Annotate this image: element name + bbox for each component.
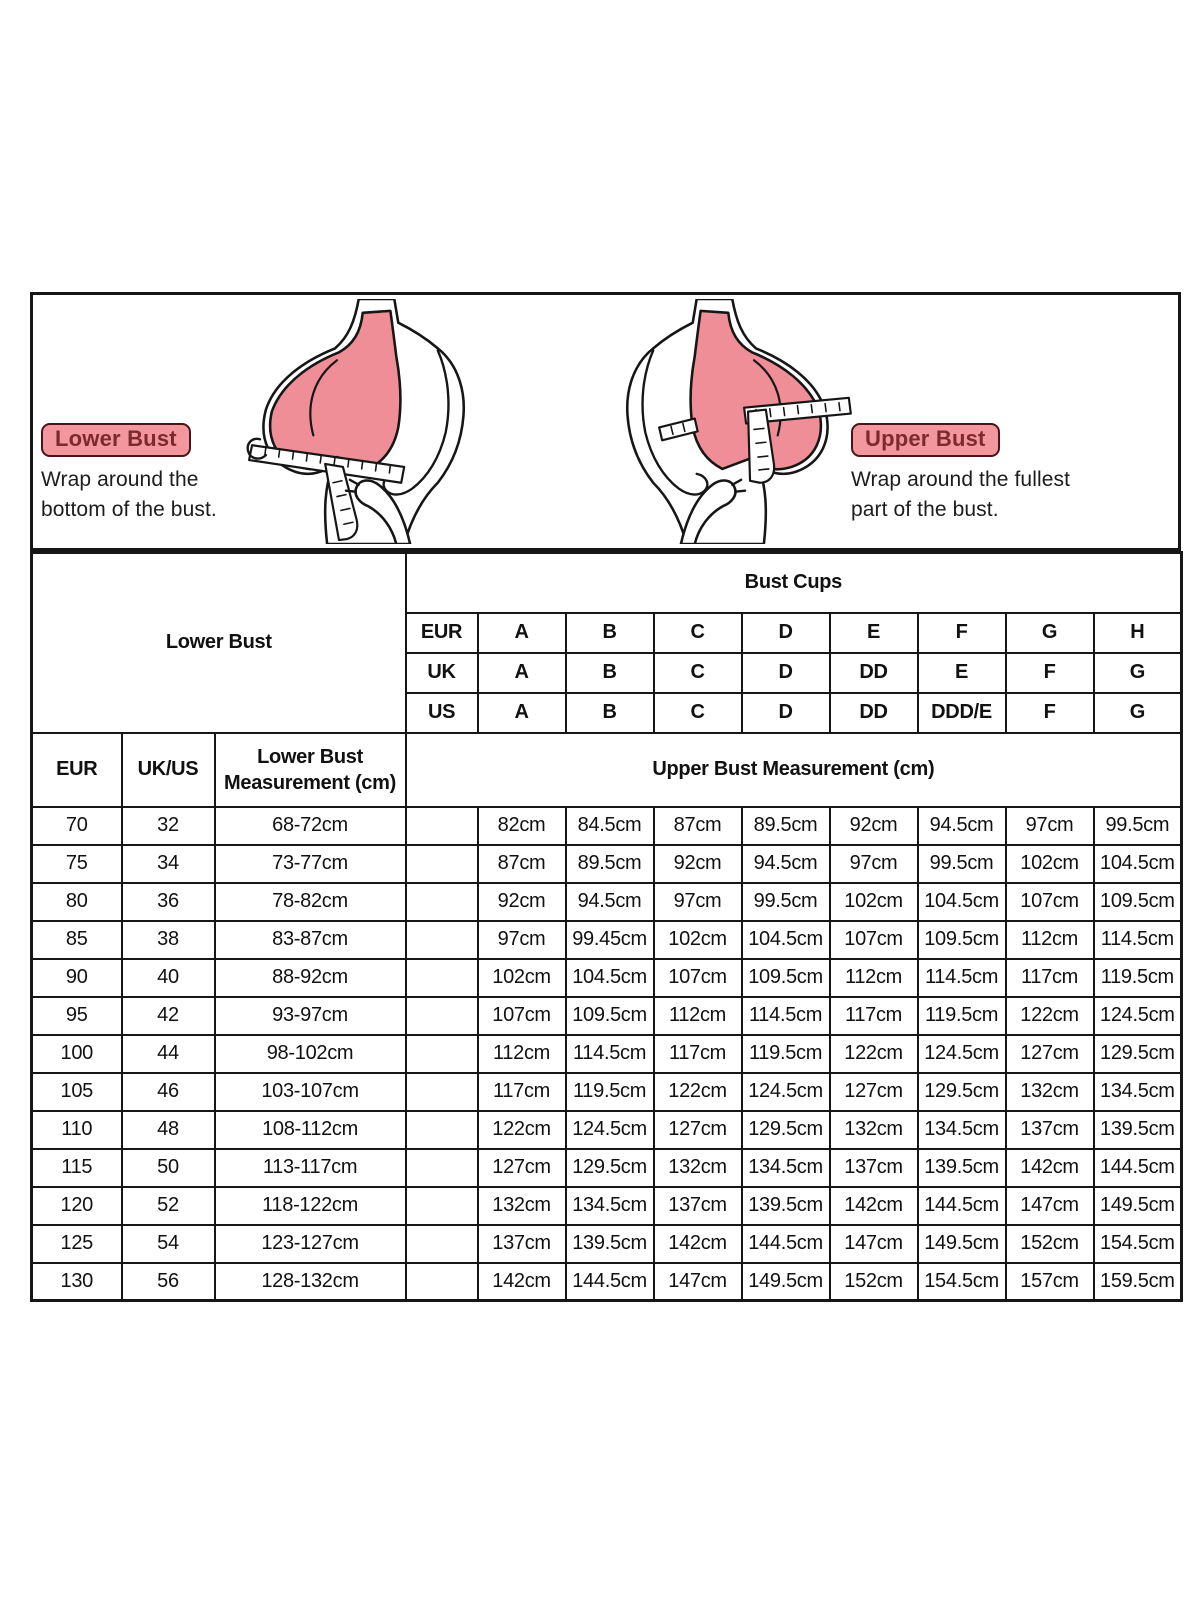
upper-bust-value-cell: 122cm [654,1073,742,1111]
upper-bust-value-cell: 102cm [478,959,566,997]
spacer-cell [406,1073,478,1111]
upper-bust-value-cell: 139.5cm [1094,1111,1182,1149]
spacer-cell [406,1149,478,1187]
spacer-cell [406,845,478,883]
upper-bust-value-cell: 144.5cm [566,1263,654,1301]
upper-bust-value-cell: 107cm [654,959,742,997]
upper-bust-value-cell: 124.5cm [918,1035,1006,1073]
size-row-95 [32,997,1182,1035]
upper-bust-measurement-header: Upper Bust Measurement (cm) [406,733,1182,807]
eur-size-cell: 115 [32,1149,122,1187]
upper-bust-value-cell: 102cm [1006,845,1094,883]
upper-bust-value-cell: 109.5cm [742,959,830,997]
upper-bust-value-cell: 99.5cm [918,845,1006,883]
bust-cups-title-row [32,553,1182,613]
cup-size-cell: D [742,613,830,653]
upper-bust-value-cell: 107cm [830,921,918,959]
lower-bust-measurement-header: Lower Bust Measurement (cm) [215,733,406,807]
cup-size-cell: DD [830,653,918,693]
lower-bust-section-title: Lower Bust [32,553,406,733]
upper-bust-caption-line1: Wrap around the fullest [851,468,1071,491]
upper-bust-value-cell: 132cm [1006,1073,1094,1111]
upper-bust-value-cell: 109.5cm [918,921,1006,959]
upper-bust-value-cell: 97cm [830,845,918,883]
size-row-115 [32,1149,1182,1187]
spacer-cell [406,1035,478,1073]
upper-bust-value-cell: 152cm [1006,1225,1094,1263]
upper-bust-value-cell: 97cm [1006,807,1094,845]
upper-bust-value-cell: 139.5cm [742,1187,830,1225]
upper-bust-value-cell: 147cm [1006,1187,1094,1225]
upper-bust-value-cell: 92cm [654,845,742,883]
upper-bust-value-cell: 127cm [830,1073,918,1111]
eur-size-cell: 105 [32,1073,122,1111]
upper-bust-value-cell: 142cm [830,1187,918,1225]
upper-bust-value-cell: 119.5cm [566,1073,654,1111]
upper-bust-value-cell: 117cm [1006,959,1094,997]
upper-bust-value-cell: 147cm [830,1225,918,1263]
upper-bust-value-cell: 112cm [830,959,918,997]
cup-size-cell: A [478,613,566,653]
upper-bust-value-cell: 127cm [478,1149,566,1187]
measurement-guide-panel [30,292,1181,551]
upper-bust-value-cell: 114.5cm [918,959,1006,997]
ukus-size-cell: 32 [122,807,215,845]
upper-bust-value-cell: 129.5cm [918,1073,1006,1111]
upper-bust-value-cell: 149.5cm [1094,1187,1182,1225]
eur-size-cell: 80 [32,883,122,921]
size-row-125 [32,1225,1182,1263]
ukus-size-cell: 46 [122,1073,215,1111]
upper-bust-value-cell: 99.45cm [566,921,654,959]
upper-bust-value-cell: 129.5cm [566,1149,654,1187]
upper-bust-value-cell: 112cm [478,1035,566,1073]
cup-size-cell: B [566,613,654,653]
upper-bust-value-cell: 117cm [830,997,918,1035]
cup-size-cell: H [1094,613,1182,653]
lower-bust-range-cell: 68-72cm [215,807,406,845]
spacer-cell [406,997,478,1035]
spacer-cell [406,807,478,845]
upper-bust-value-cell: 94.5cm [566,883,654,921]
cup-size-cell: C [654,693,742,733]
upper-bust-value-cell: 124.5cm [566,1111,654,1149]
upper-bust-value-cell: 144.5cm [1094,1149,1182,1187]
spacer-cell [406,959,478,997]
upper-bust-value-cell: 114.5cm [1094,921,1182,959]
cup-size-cell: D [742,653,830,693]
lower-bust-range-cell: 78-82cm [215,883,406,921]
upper-bust-value-cell: 104.5cm [918,883,1006,921]
upper-bust-value-cell: 122cm [478,1111,566,1149]
cup-size-cell: E [830,613,918,653]
ukus-size-cell: 52 [122,1187,215,1225]
upper-bust-value-cell: 87cm [654,807,742,845]
upper-bust-value-cell: 122cm [1006,997,1094,1035]
upper-bust-value-cell: 147cm [654,1263,742,1301]
spacer-cell [406,883,478,921]
eur-size-cell: 110 [32,1111,122,1149]
size-row-90 [32,959,1182,997]
upper-bust-value-cell: 119.5cm [1094,959,1182,997]
size-row-130 [32,1263,1182,1301]
upper-bust-value-cell: 92cm [478,883,566,921]
upper-bust-value-cell: 142cm [1006,1149,1094,1187]
lower-bust-range-cell: 93-97cm [215,997,406,1035]
upper-bust-value-cell: 142cm [478,1263,566,1301]
upper-bust-value-cell: 102cm [830,883,918,921]
ukus-size-cell: 38 [122,921,215,959]
size-row-105 [32,1073,1182,1111]
lower-bust-caption [41,423,281,525]
upper-bust-value-cell: 159.5cm [1094,1263,1182,1301]
lower-bust-range-cell: 83-87cm [215,921,406,959]
ukus-size-cell: 50 [122,1149,215,1187]
eur-size-cell: 85 [32,921,122,959]
eur-size-cell: 125 [32,1225,122,1263]
upper-bust-value-cell: 134.5cm [1094,1073,1182,1111]
eur-size-cell: 100 [32,1035,122,1073]
upper-bust-value-cell: 132cm [830,1111,918,1149]
upper-bust-value-cell: 97cm [478,921,566,959]
bust-cups-section-title: Bust Cups [406,553,1182,613]
bra [270,311,400,469]
upper-bust-value-cell: 149.5cm [742,1263,830,1301]
upper-bust-value-cell: 109.5cm [1094,883,1182,921]
upper-bust-value-cell: 152cm [830,1263,918,1301]
spacer-cell [406,1111,478,1149]
upper-bust-value-cell: 139.5cm [918,1149,1006,1187]
upper-bust-value-cell: 114.5cm [566,1035,654,1073]
upper-bust-caption [851,423,1091,525]
upper-bust-value-cell: 112cm [1006,921,1094,959]
ukus-size-cell: 36 [122,883,215,921]
cup-size-cell: DD [830,693,918,733]
lower-bust-range-cell: 118-122cm [215,1187,406,1225]
upper-bust-value-cell: 84.5cm [566,807,654,845]
eur-size-cell: 120 [32,1187,122,1225]
upper-bust-value-cell: 94.5cm [742,845,830,883]
upper-bust-value-cell: 139.5cm [566,1225,654,1263]
upper-bust-value-cell: 149.5cm [918,1225,1006,1263]
ukus-size-cell: 54 [122,1225,215,1263]
upper-bust-caption-line2: part of the bust. [851,498,999,521]
upper-bust-value-cell: 87cm [478,845,566,883]
upper-bust-value-cell: 129.5cm [1094,1035,1182,1073]
lower-bust-range-cell: 103-107cm [215,1073,406,1111]
cup-size-cell: C [654,613,742,653]
upper-bust-value-cell: 107cm [478,997,566,1035]
upper-bust-value-cell: 104.5cm [566,959,654,997]
eur-size-cell: 90 [32,959,122,997]
lower-bust-range-cell: 128-132cm [215,1263,406,1301]
upper-bust-value-cell: 137cm [654,1187,742,1225]
size-chart-table [30,551,1183,1302]
eur-size-cell: 75 [32,845,122,883]
lower-bust-range-cell: 108-112cm [215,1111,406,1149]
upper-bust-value-cell: 132cm [654,1149,742,1187]
cup-system-label: US [406,693,478,733]
upper-bust-value-cell: 94.5cm [918,807,1006,845]
upper-bust-value-cell: 99.5cm [1094,807,1182,845]
lower-bust-badge: Lower Bust [41,423,191,457]
cup-size-cell: F [918,613,1006,653]
upper-bust-value-cell: 102cm [654,921,742,959]
upper-bust-value-cell: 92cm [830,807,918,845]
size-row-85 [32,921,1182,959]
cup-size-cell: G [1006,613,1094,653]
upper-bust-badge: Upper Bust [851,423,1000,457]
upper-bust-value-cell: 124.5cm [1094,997,1182,1035]
upper-bust-value-cell: 119.5cm [918,997,1006,1035]
upper-bust-value-cell: 99.5cm [742,883,830,921]
upper-bust-value-cell: 134.5cm [566,1187,654,1225]
lower-bust-caption-line2: bottom of the bust. [41,498,217,521]
upper-bust-value-cell: 129.5cm [742,1111,830,1149]
ukus-column-header: UK/US [122,733,215,807]
upper-bust-value-cell: 137cm [1006,1111,1094,1149]
cup-size-cell: B [566,653,654,693]
cup-size-cell: G [1094,693,1182,733]
upper-bust-value-cell: 127cm [654,1111,742,1149]
ukus-size-cell: 44 [122,1035,215,1073]
cup-size-cell: C [654,653,742,693]
size-row-70 [32,807,1182,845]
upper-bust-value-cell: 89.5cm [742,807,830,845]
size-row-75 [32,845,1182,883]
cup-size-cell: A [478,693,566,733]
cup-size-cell: A [478,653,566,693]
lower-bust-range-cell: 73-77cm [215,845,406,883]
upper-bust-value-cell: 117cm [654,1035,742,1073]
eur-size-cell: 130 [32,1263,122,1301]
upper-bust-value-cell: 144.5cm [918,1187,1006,1225]
lower-bust-range-cell: 88-92cm [215,959,406,997]
ukus-size-cell: 56 [122,1263,215,1301]
eur-size-cell: 70 [32,807,122,845]
upper-bust-value-cell: 127cm [1006,1035,1094,1073]
upper-bust-value-cell: 134.5cm [918,1111,1006,1149]
upper-bust-value-cell: 154.5cm [1094,1225,1182,1263]
upper-bust-value-cell: 107cm [1006,883,1094,921]
column-header-row [32,733,1182,807]
upper-bust-value-cell: 117cm [478,1073,566,1111]
spacer-cell [406,921,478,959]
upper-bust-value-cell: 124.5cm [742,1073,830,1111]
upper-bust-value-cell: 109.5cm [566,997,654,1035]
upper-bust-value-cell: 137cm [478,1225,566,1263]
cup-size-cell: G [1094,653,1182,693]
cup-size-cell: B [566,693,654,733]
ukus-size-cell: 48 [122,1111,215,1149]
size-row-110 [32,1111,1182,1149]
spacer-cell [406,1263,478,1301]
spacer-cell [406,1225,478,1263]
lower-bust-caption-line1: Wrap around the [41,468,199,491]
cup-size-cell: F [1006,653,1094,693]
cup-size-cell: DDD/E [918,693,1006,733]
ukus-size-cell: 42 [122,997,215,1035]
upper-bust-value-cell: 157cm [1006,1263,1094,1301]
size-row-100 [32,1035,1182,1073]
upper-bust-value-cell: 104.5cm [1094,845,1182,883]
size-row-80 [32,883,1182,921]
cup-system-label: UK [406,653,478,693]
upper-bust-value-cell: 134.5cm [742,1149,830,1187]
cup-size-cell: E [918,653,1006,693]
upper-bust-value-cell: 82cm [478,807,566,845]
upper-bust-value-cell: 119.5cm [742,1035,830,1073]
upper-bust-value-cell: 112cm [654,997,742,1035]
ukus-size-cell: 34 [122,845,215,883]
lower-bust-range-cell: 98-102cm [215,1035,406,1073]
lower-bust-range-cell: 113-117cm [215,1149,406,1187]
upper-bust-value-cell: 114.5cm [742,997,830,1035]
upper-bust-value-cell: 104.5cm [742,921,830,959]
ukus-size-cell: 40 [122,959,215,997]
upper-bust-value-cell: 89.5cm [566,845,654,883]
upper-bust-value-cell: 142cm [654,1225,742,1263]
upper-bust-value-cell: 122cm [830,1035,918,1073]
cup-system-label: EUR [406,613,478,653]
cup-size-cell: F [1006,693,1094,733]
upper-bust-value-cell: 97cm [654,883,742,921]
upper-bust-value-cell: 154.5cm [918,1263,1006,1301]
upper-bust-value-cell: 137cm [830,1149,918,1187]
lower-bust-range-cell: 123-127cm [215,1225,406,1263]
cup-size-cell: D [742,693,830,733]
eur-column-header: EUR [32,733,122,807]
spacer-cell [406,1187,478,1225]
upper-bust-value-cell: 144.5cm [742,1225,830,1263]
eur-size-cell: 95 [32,997,122,1035]
upper-bust-value-cell: 132cm [478,1187,566,1225]
size-row-120 [32,1187,1182,1225]
